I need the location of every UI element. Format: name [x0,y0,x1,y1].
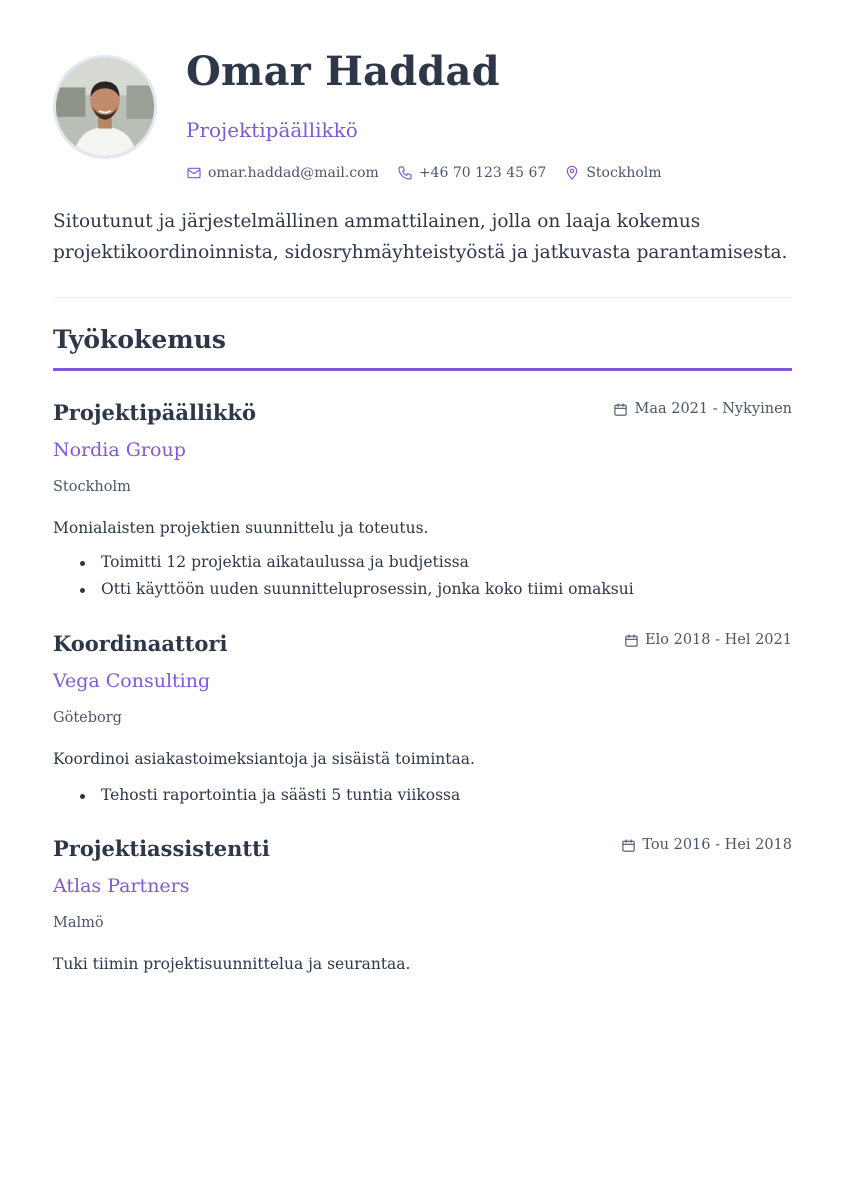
job-date-text: Tou 2016 - Hei 2018 [642,837,792,853]
section-title-experience: Työkokemus [53,325,226,354]
header-divider [53,297,792,298]
job-date [613,401,792,417]
job-bullet: Otti käyttöön uuden suunnitteluprosessin, jonka koko tiimi omaksui [53,576,634,603]
avatar-photo-icon [56,58,154,156]
job-bullets [53,549,634,603]
profile-summary: Sitoutunut ja järjestelmällinen ammattilainen, jolla on laaja kokemus projektikoordinoinnista, sidosryhmäyhteistyöstä ja jatkuvasta parantamisesta. [53,211,788,263]
job-date-text: Elo 2018 - Hel 2021 [645,632,792,648]
job-entry [53,835,792,973]
calendar-icon [624,633,639,648]
job-title: Koordinaattori [53,631,228,656]
contact-email[interactable] [186,165,379,181]
candidate-name: Omar Haddad [186,48,500,95]
job-bullets [53,782,460,809]
contact-phone[interactable] [397,165,547,181]
contact-location [564,165,661,181]
calendar-icon [613,402,628,417]
mail-icon [186,165,202,181]
avatar [53,55,157,159]
job-company: Nordia Group [53,439,186,461]
job-location: Malmö [53,915,104,931]
job-description: Monialaisten projektien suunnittelu ja toteutus. [53,519,429,537]
contact-email-text: omar.haddad@mail.com [208,165,379,181]
job-entry [53,630,792,804]
job-date [624,632,792,648]
job-description: Tuki tiimin projektisuunnittelua ja seurantaa. [53,955,411,973]
job-entry [53,399,792,598]
contact-phone-text: +46 70 123 45 67 [418,165,547,181]
job-bullet: Toimitti 12 projektia aikataulussa ja budjetissa [53,549,634,576]
job-title: Projektipäällikkö [53,400,256,425]
candidate-headline: Projektipäällikkö [186,118,358,142]
job-company: Vega Consulting [53,670,211,692]
section-rule [53,368,792,371]
job-location: Göteborg [53,710,122,726]
job-bullet: Tehosti raportointia ja säästi 5 tuntia viikossa [53,782,460,809]
job-location: Stockholm [53,479,131,495]
contact-location-text: Stockholm [586,165,662,181]
contact-list [186,165,680,181]
job-description: Koordinoi asiakastoimeksiantoja ja sisäistä toimintaa. [53,750,475,768]
job-title: Projektiassistentti [53,836,270,861]
job-date-text: Maa 2021 - Nykyinen [634,401,792,417]
job-company: Atlas Partners [53,875,190,897]
map-pin-icon [564,165,580,181]
phone-icon [397,165,413,181]
job-date [621,837,792,853]
calendar-icon [621,838,636,853]
